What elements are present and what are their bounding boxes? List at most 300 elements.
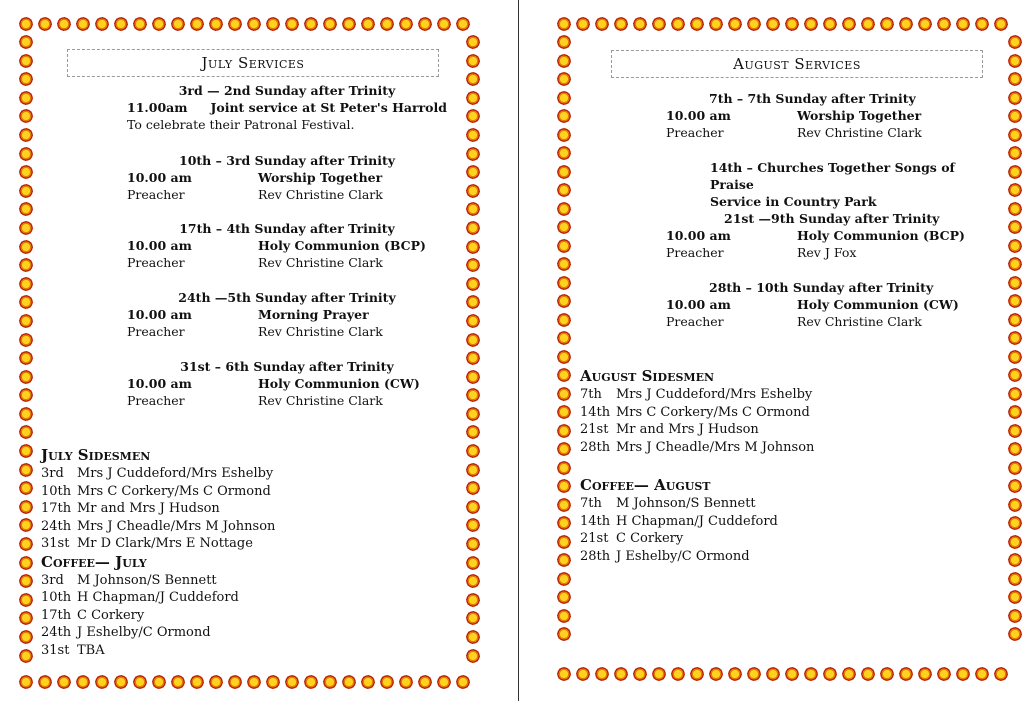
sun-icon xyxy=(265,674,281,690)
sun-icon xyxy=(18,53,34,69)
sun-icon xyxy=(1007,441,1023,457)
left-border-right xyxy=(465,34,481,664)
august-services-title: August Services xyxy=(611,50,983,78)
sun-icon xyxy=(556,219,572,235)
sun-icon xyxy=(341,674,357,690)
list-item xyxy=(41,572,275,590)
sun-icon xyxy=(465,257,481,273)
sun-icon xyxy=(246,16,262,32)
sun-icon xyxy=(1007,515,1023,531)
sun-icon xyxy=(632,666,648,682)
sun-icon xyxy=(227,16,243,32)
service-note: To celebrate their Patronal Festival. xyxy=(127,117,355,132)
sun-icon xyxy=(465,313,481,329)
sidesmen-title: August Sidesmen xyxy=(580,367,715,385)
sun-icon xyxy=(1007,404,1023,420)
sun-icon xyxy=(556,404,572,420)
sun-icon xyxy=(575,16,591,32)
sun-icon xyxy=(1007,478,1023,494)
list-names: H Chapman/J Cuddeford xyxy=(616,513,778,529)
service-block xyxy=(127,82,447,133)
sun-icon xyxy=(18,350,34,366)
sun-icon xyxy=(18,517,34,533)
sun-icon xyxy=(417,674,433,690)
sun-icon xyxy=(1007,312,1023,328)
sun-icon xyxy=(746,666,762,682)
list-item xyxy=(41,518,275,536)
sun-icon xyxy=(556,90,572,106)
list-names: Mrs C Corkery/Ms C Ormond xyxy=(616,404,810,420)
sun-icon xyxy=(1007,127,1023,143)
sun-icon xyxy=(1007,330,1023,346)
sun-icon xyxy=(465,71,481,87)
sun-icon xyxy=(18,220,34,236)
list-item xyxy=(580,530,778,548)
sun-icon xyxy=(246,674,262,690)
sun-icon xyxy=(841,16,857,32)
service-description: Morning Prayer xyxy=(258,307,369,322)
service-description: Holy Communion (BCP) xyxy=(797,228,965,243)
list-names: Mrs J Cuddeford/Mrs Eshelby xyxy=(616,387,813,402)
preacher-label: Preacher xyxy=(127,187,185,202)
sun-icon xyxy=(1007,53,1023,69)
sun-icon xyxy=(556,589,572,605)
coffee-title: Coffee— July xyxy=(41,552,147,571)
sun-icon xyxy=(303,674,319,690)
sun-icon xyxy=(917,16,933,32)
list-item xyxy=(580,548,778,566)
sun-icon xyxy=(465,573,481,589)
service-description: Worship Together xyxy=(258,170,383,185)
list-date: 10th xyxy=(41,590,72,605)
list-item xyxy=(41,607,275,625)
sun-icon xyxy=(556,626,572,642)
sun-icon xyxy=(556,16,572,32)
sun-icon xyxy=(955,16,971,32)
sun-icon xyxy=(1007,589,1023,605)
sun-icon xyxy=(556,238,572,254)
service-description: Holy Communion (CW) xyxy=(797,297,959,312)
sun-icon xyxy=(465,332,481,348)
sun-icon xyxy=(18,406,34,422)
sun-icon xyxy=(670,666,686,682)
sun-icon xyxy=(18,164,34,180)
sun-icon xyxy=(1007,34,1023,50)
sun-icon xyxy=(936,666,952,682)
preacher-row xyxy=(666,244,986,261)
sun-icon xyxy=(1007,201,1023,217)
sun-icon xyxy=(18,332,34,348)
sun-icon xyxy=(556,256,572,272)
service-block xyxy=(710,159,1000,210)
sun-icon xyxy=(465,480,481,496)
sun-icon xyxy=(465,629,481,645)
sidesmen-title: July Sidesmen xyxy=(41,446,151,464)
preacher-row xyxy=(666,313,986,330)
sun-icon xyxy=(465,443,481,459)
left-border-bottom xyxy=(18,674,471,690)
list-date: 3rd xyxy=(41,572,64,588)
sun-icon xyxy=(18,443,34,459)
sun-icon xyxy=(670,16,686,32)
list-date: 21st xyxy=(580,531,609,546)
sun-icon xyxy=(170,16,186,32)
sun-icon xyxy=(556,515,572,531)
sun-icon xyxy=(594,666,610,682)
sun-icon xyxy=(822,666,838,682)
sun-icon xyxy=(803,16,819,32)
sun-icon xyxy=(18,369,34,385)
service-heading: 17th – 4th Sunday after Trinity xyxy=(179,221,395,236)
list-names: Mrs J Cuddeford/Mrs Eshelby xyxy=(77,466,274,481)
sun-icon xyxy=(556,608,572,624)
preacher-name: Rev Christine Clark xyxy=(797,125,922,140)
list-item xyxy=(41,483,275,501)
sun-icon xyxy=(689,666,705,682)
sun-icon xyxy=(227,674,243,690)
sun-icon xyxy=(556,441,572,457)
list-date: 31st xyxy=(41,536,70,551)
sun-icon xyxy=(1007,293,1023,309)
sun-icon xyxy=(993,16,1009,32)
sun-icon xyxy=(651,666,667,682)
sun-icon xyxy=(898,666,914,682)
sun-icon xyxy=(974,666,990,682)
sun-icon xyxy=(936,16,952,32)
sun-icon xyxy=(18,146,34,162)
service-description: Worship Together xyxy=(797,108,922,123)
july-sidesmen-section xyxy=(41,446,275,659)
sun-icon xyxy=(465,127,481,143)
sun-icon xyxy=(18,573,34,589)
sun-icon xyxy=(18,313,34,329)
sun-icon xyxy=(746,16,762,32)
service-row xyxy=(666,227,986,244)
sun-icon xyxy=(56,16,72,32)
coffee-title: Coffee— August xyxy=(580,476,711,494)
service-block xyxy=(666,90,986,141)
sun-icon xyxy=(1007,71,1023,87)
sun-icon xyxy=(398,16,414,32)
list-names: Mr and Mrs J Hudson xyxy=(616,422,759,437)
list-date: 21st xyxy=(580,422,609,437)
service-time: 10.00 am xyxy=(127,170,192,185)
sun-icon xyxy=(1007,219,1023,235)
list-names: Mrs J Cheadle/Mrs M Johnson xyxy=(77,518,276,534)
sun-icon xyxy=(556,127,572,143)
sun-icon xyxy=(18,16,34,32)
list-item xyxy=(41,535,275,553)
sun-icon xyxy=(917,666,933,682)
sun-icon xyxy=(18,462,34,478)
sun-icon xyxy=(465,462,481,478)
list-item xyxy=(580,421,814,439)
sun-icon xyxy=(1007,256,1023,272)
sun-icon xyxy=(18,387,34,403)
sun-icon xyxy=(1007,386,1023,402)
sun-icon xyxy=(1007,367,1023,383)
sun-icon xyxy=(556,312,572,328)
sun-icon xyxy=(1007,90,1023,106)
right-border-bottom xyxy=(556,666,1009,682)
list-item xyxy=(580,495,778,513)
sun-icon xyxy=(360,16,376,32)
preacher-row xyxy=(666,124,986,141)
sun-icon xyxy=(1007,423,1023,439)
sun-icon xyxy=(455,16,471,32)
july-services-title: July Services xyxy=(67,49,439,77)
sun-icon xyxy=(556,552,572,568)
sun-icon xyxy=(379,674,395,690)
sun-icon xyxy=(18,34,34,50)
sun-icon xyxy=(18,201,34,217)
sun-icon xyxy=(879,16,895,32)
sun-icon xyxy=(18,127,34,143)
preacher-label: Preacher xyxy=(666,245,724,260)
service-time: 10.00 am xyxy=(666,297,731,312)
list-item xyxy=(580,386,814,404)
sun-icon xyxy=(556,386,572,402)
list-date: 24th xyxy=(41,518,72,534)
sun-icon xyxy=(18,480,34,496)
list-item xyxy=(580,439,814,457)
service-heading: 24th —5th Sunday after Trinity xyxy=(178,290,396,305)
sun-icon xyxy=(1007,552,1023,568)
service-description: Holy Communion (BCP) xyxy=(258,238,426,253)
list-date: 10th xyxy=(41,483,72,499)
sun-icon xyxy=(465,220,481,236)
sun-icon xyxy=(284,674,300,690)
list-names: Mr D Clark/Mrs E Nottage xyxy=(77,536,253,551)
preacher-label: Preacher xyxy=(666,314,724,329)
list-date: 28th xyxy=(580,439,611,455)
sun-icon xyxy=(18,294,34,310)
list-item xyxy=(41,500,275,518)
august-coffee-section xyxy=(580,476,778,565)
sun-icon xyxy=(465,294,481,310)
sun-icon xyxy=(556,164,572,180)
service-heading: 21st —9th Sunday after Trinity xyxy=(724,211,940,226)
left-border-top xyxy=(18,16,471,32)
sun-icon xyxy=(18,674,34,690)
sun-icon xyxy=(18,592,34,608)
sun-icon xyxy=(556,108,572,124)
sun-icon xyxy=(1007,182,1023,198)
list-item xyxy=(580,404,814,422)
sun-icon xyxy=(1007,608,1023,624)
page-divider xyxy=(518,0,519,701)
sun-icon xyxy=(18,276,34,292)
sun-icon xyxy=(322,674,338,690)
sun-icon xyxy=(465,34,481,50)
service-block xyxy=(127,152,447,203)
sun-icon xyxy=(18,610,34,626)
sun-icon xyxy=(465,387,481,403)
sun-icon xyxy=(398,674,414,690)
sun-icon xyxy=(1007,108,1023,124)
sun-icon xyxy=(18,71,34,87)
sun-icon xyxy=(436,674,452,690)
list-date: 17th xyxy=(41,607,72,623)
sun-icon xyxy=(1007,460,1023,476)
service-description: Holy Communion (CW) xyxy=(258,376,420,391)
sun-icon xyxy=(113,674,129,690)
sun-icon xyxy=(94,16,110,32)
sun-icon xyxy=(465,406,481,422)
list-date: 3rd xyxy=(41,466,64,481)
sun-icon xyxy=(556,571,572,587)
sun-icon xyxy=(18,536,34,552)
list-names: TBA xyxy=(77,642,105,658)
sun-icon xyxy=(556,182,572,198)
list-item xyxy=(41,624,275,642)
sun-icon xyxy=(465,239,481,255)
sun-icon xyxy=(465,53,481,69)
sun-icon xyxy=(465,555,481,571)
sun-icon xyxy=(1007,534,1023,550)
service-block xyxy=(127,220,447,271)
list-date: 17th xyxy=(41,501,72,516)
sun-icon xyxy=(208,16,224,32)
service-block xyxy=(666,279,986,330)
sun-icon xyxy=(265,16,281,32)
sun-icon xyxy=(1007,164,1023,180)
preacher-row xyxy=(127,392,447,409)
sun-icon xyxy=(465,517,481,533)
sun-icon xyxy=(18,239,34,255)
sun-icon xyxy=(189,674,205,690)
sun-icon xyxy=(594,16,610,32)
list-date: 31st xyxy=(41,642,70,658)
sun-icon xyxy=(303,16,319,32)
sun-icon xyxy=(651,16,667,32)
preacher-name: Rev Christine Clark xyxy=(258,393,383,408)
preacher-name: Rev Christine Clark xyxy=(797,314,922,329)
service-heading: 28th – 10th Sunday after Trinity xyxy=(709,280,934,295)
sun-icon xyxy=(556,330,572,346)
list-names: M Johnson/S Bennett xyxy=(77,572,217,588)
sun-icon xyxy=(465,183,481,199)
sun-icon xyxy=(613,666,629,682)
sun-icon xyxy=(465,350,481,366)
sun-icon xyxy=(465,276,481,292)
service-description: Joint service at St Peter's Harrold xyxy=(210,100,447,115)
sun-icon xyxy=(556,34,572,50)
service-heading: 14th – Churches Together Songs of Praise xyxy=(710,160,955,192)
right-border-right xyxy=(1007,34,1023,642)
preacher-row xyxy=(127,323,447,340)
sun-icon xyxy=(556,478,572,494)
sun-icon xyxy=(379,16,395,32)
service-row xyxy=(666,107,986,124)
service-time: 10.00 am xyxy=(127,307,192,322)
sun-icon xyxy=(727,666,743,682)
sun-icon xyxy=(465,201,481,217)
list-item xyxy=(41,465,275,483)
service-row xyxy=(127,375,447,392)
list-names: J Eshelby/C Ormond xyxy=(77,625,211,640)
sun-icon xyxy=(860,666,876,682)
preacher-label: Preacher xyxy=(127,393,185,408)
sun-icon xyxy=(18,108,34,124)
sun-icon xyxy=(556,666,572,682)
sun-icon xyxy=(556,293,572,309)
sun-icon xyxy=(955,666,971,682)
service-block xyxy=(666,210,986,261)
sun-icon xyxy=(556,145,572,161)
service-time: 10.00 am xyxy=(666,108,731,123)
sun-icon xyxy=(113,16,129,32)
sun-icon xyxy=(1007,238,1023,254)
list-names: C Corkery xyxy=(77,607,145,623)
preacher-label: Preacher xyxy=(666,125,724,140)
sun-icon xyxy=(784,16,800,32)
sun-icon xyxy=(455,674,471,690)
service-time: 10.00 am xyxy=(127,376,192,391)
sun-icon xyxy=(284,16,300,32)
service-row xyxy=(127,237,447,254)
sun-icon xyxy=(556,534,572,550)
sun-icon xyxy=(556,367,572,383)
sun-icon xyxy=(360,674,376,690)
list-names: Mrs C Corkery/Ms C Ormond xyxy=(77,483,271,499)
list-date: 7th xyxy=(580,387,602,402)
list-item xyxy=(41,589,275,607)
service-time: 10.00 am xyxy=(127,238,192,253)
sun-icon xyxy=(556,71,572,87)
sun-icon xyxy=(822,16,838,32)
service-block xyxy=(127,289,447,340)
sun-icon xyxy=(708,666,724,682)
sun-icon xyxy=(132,16,148,32)
sun-icon xyxy=(465,164,481,180)
sun-icon xyxy=(765,666,781,682)
sun-icon xyxy=(575,666,591,682)
sun-icon xyxy=(556,349,572,365)
sun-icon xyxy=(189,16,205,32)
sun-icon xyxy=(465,108,481,124)
sun-icon xyxy=(860,16,876,32)
sun-icon xyxy=(765,16,781,32)
service-heading: 31st – 6th Sunday after Trinity xyxy=(180,359,394,374)
list-names: Mrs J Cheadle/Mrs M Johnson xyxy=(616,439,815,455)
sun-icon xyxy=(465,146,481,162)
sun-icon xyxy=(75,674,91,690)
sun-icon xyxy=(132,674,148,690)
sun-icon xyxy=(465,592,481,608)
sun-icon xyxy=(56,674,72,690)
list-date: 14th xyxy=(580,513,611,529)
list-date: 14th xyxy=(580,404,611,420)
sun-icon xyxy=(993,666,1009,682)
right-border-top xyxy=(556,16,1009,32)
sun-icon xyxy=(1007,145,1023,161)
preacher-name: Rev J Fox xyxy=(797,245,857,260)
sun-icon xyxy=(689,16,705,32)
sun-icon xyxy=(18,90,34,106)
right-border-left xyxy=(556,34,572,642)
list-date: 24th xyxy=(41,625,72,640)
sun-icon xyxy=(170,674,186,690)
sun-icon xyxy=(341,16,357,32)
sun-icon xyxy=(803,666,819,682)
sun-icon xyxy=(1007,571,1023,587)
sun-icon xyxy=(556,423,572,439)
sun-icon xyxy=(465,424,481,440)
list-date: 7th xyxy=(580,496,602,511)
sun-icon xyxy=(465,536,481,552)
preacher-row xyxy=(127,254,447,271)
